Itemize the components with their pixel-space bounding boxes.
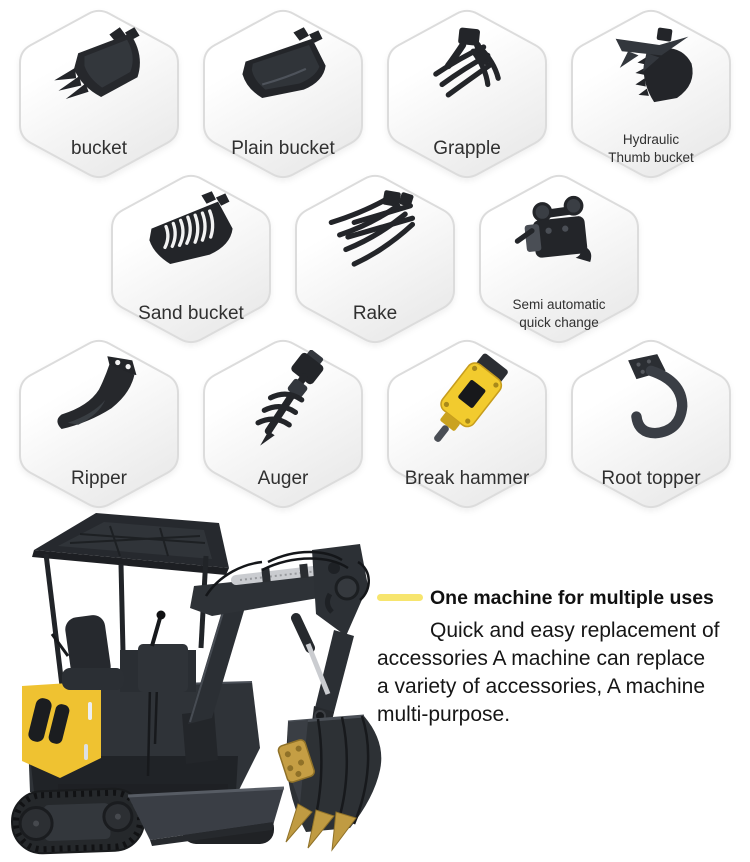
attachment-card-break-hammer xyxy=(377,334,557,514)
quick-coupler-icon xyxy=(501,185,617,289)
feature-headline: One machine for multiple uses xyxy=(430,587,714,609)
attachment-card-root-topper xyxy=(561,334,741,514)
attachment-card-rake xyxy=(285,169,465,349)
attachment-card-ripper xyxy=(9,334,189,514)
attachment-card-thumb-bucket xyxy=(561,4,741,184)
attachment-label: Root topper xyxy=(601,468,701,489)
attachment-card-plain-bucket xyxy=(193,4,373,184)
attachment-label: Hydraulic Thumb bucket xyxy=(608,132,694,165)
attachment-label: Semi automatic quick change xyxy=(512,297,606,330)
attachment-label: Grapple xyxy=(433,138,501,159)
attachment-card-auger xyxy=(193,334,373,514)
feature-line-1: Quick and easy replacement of xyxy=(430,619,720,642)
attachment-label: Plain bucket xyxy=(231,138,335,159)
attachment-card-grapple xyxy=(377,4,557,184)
attachment-label: Sand bucket xyxy=(138,303,244,324)
plain-bucket-icon xyxy=(225,20,341,124)
feature-paragraph xyxy=(377,617,750,729)
thumb-bucket-icon xyxy=(593,20,709,124)
attachment-label: Ripper xyxy=(71,468,127,489)
attachment-label: bucket xyxy=(71,138,127,159)
auger-icon xyxy=(225,350,341,454)
attachment-label: Rake xyxy=(352,303,398,324)
bucket xyxy=(277,716,381,850)
attachment-label: Auger xyxy=(257,468,309,489)
grapple-icon xyxy=(409,20,525,124)
attachment-card-digging-bucket xyxy=(9,4,189,184)
feature-line-3: a variety of accessories, A machine xyxy=(377,675,705,698)
ripper-icon xyxy=(41,350,157,454)
feature-line-4: multi-purpose. xyxy=(377,703,511,726)
engine-panel xyxy=(22,681,101,778)
rake-icon xyxy=(317,185,433,289)
attachment-card-sand-bucket xyxy=(101,169,281,349)
break-hammer-icon xyxy=(409,350,525,454)
feature-accent-line xyxy=(377,594,423,601)
feature-line-2: accessories A machine can replace xyxy=(377,647,706,670)
excavator-photo xyxy=(0,498,400,862)
attachment-label: Break hammer xyxy=(404,468,530,489)
sand-bucket-icon xyxy=(133,185,249,289)
attachment-card-quick-coupler xyxy=(469,169,649,349)
digging-bucket-icon xyxy=(41,20,157,124)
tracks xyxy=(11,784,284,854)
root-topper-icon xyxy=(593,350,709,454)
